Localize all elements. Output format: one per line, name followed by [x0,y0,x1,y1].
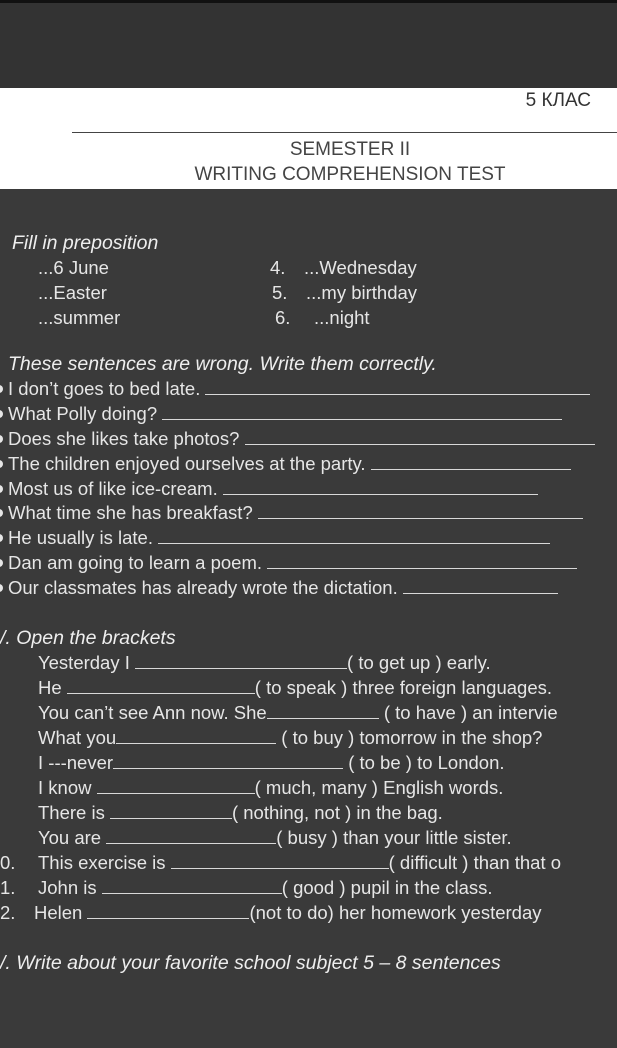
item-hint: (not to do) her homework yesterday [249,902,542,923]
answer-line[interactable] [97,778,255,794]
answer-line[interactable] [158,528,550,544]
class-label: 5 КЛАС [525,90,591,111]
sentence-row [8,552,577,574]
answer-line[interactable] [116,728,276,744]
list-item: ...Wednesday [304,257,417,278]
bracket-item [38,702,558,724]
list-item: ...6 June [38,257,109,278]
sentence-text: I don’t goes to bed late. [8,378,201,399]
sentence-row [8,527,550,549]
sentence-text: Does she likes take photos? [8,428,240,449]
item-number: 2. [0,902,16,923]
answer-line[interactable] [162,404,562,420]
list-number: 4. [270,257,286,278]
item-prompt: I ---never [38,752,114,773]
section1-title: Fill in preposition [12,232,159,254]
bullet-icon [0,584,3,592]
sentence-row [8,478,538,500]
item-prompt: John is [38,877,97,898]
item-hint: ( to buy ) tomorrow in the shop? [281,727,543,748]
item-prompt: What you [38,727,117,748]
bracket-item [38,827,512,849]
sentence-text: Our classmates has already wrote the dictation. [8,577,398,598]
answer-line[interactable] [110,803,232,819]
sentence-text: Most us of like ice-cream. [8,478,218,499]
sentence-text: What Polly doing? [8,403,158,424]
answer-line[interactable] [113,753,343,769]
answer-line[interactable] [102,878,282,894]
bracket-item [38,752,505,774]
list-item: ...my birthday [306,282,418,303]
bracket-item [38,852,561,874]
answer-line[interactable] [87,903,249,919]
item-hint: ( difficult ) than that o [388,852,562,873]
bracket-item [38,877,493,899]
bracket-item [38,777,503,799]
bullet-icon [0,410,3,418]
answer-line[interactable] [267,703,379,719]
answer-line[interactable] [106,828,276,844]
semester-title: SEMESTER II [289,139,411,160]
sentence-row [8,428,595,450]
bullet-icon [0,485,3,493]
bullet-icon [0,509,3,517]
item-hint: ( to be ) to London. [348,752,505,773]
answer-line[interactable] [223,479,538,495]
answer-line[interactable] [403,578,558,594]
bracket-item [38,727,542,749]
item-prompt: Yesterday I [38,652,130,673]
answer-line[interactable] [258,503,583,519]
list-item: ...Easter [38,282,107,303]
item-hint: ( busy ) than your little sister. [276,827,512,848]
item-hint: ( to speak ) three foreign languages. [254,677,553,698]
sentence-row [8,502,583,524]
item-prompt: I know [38,777,92,798]
bracket-item [38,652,491,674]
item-hint: ( good ) pupil in the class. [281,877,493,898]
answer-line[interactable] [67,678,255,694]
test-title: WRITING COMPREHENSION TEST [194,164,506,185]
answer-line[interactable] [135,653,347,669]
answer-line[interactable] [267,553,577,569]
item-hint: ( nothing, not ) in the bag. [231,802,443,823]
item-hint: ( much, many ) English words. [254,777,504,798]
sentence-text: Dan am going to learn a poem. [8,552,263,573]
answer-line[interactable] [371,454,571,470]
header-divider [72,132,617,133]
sentence-text: He usually is late. [8,527,153,548]
dark-top-bar [0,0,617,88]
bracket-item [38,677,552,699]
bracket-item [38,802,443,824]
item-prompt: You can’t see Ann now. She [38,702,267,723]
bracket-item [34,902,542,924]
answer-line[interactable] [205,379,590,395]
answer-line[interactable] [245,429,595,445]
sentence-row [8,403,562,425]
section4-title: /. Write about your favorite school subject 5 – 8 sentences [0,952,501,974]
bullet-icon [0,435,3,443]
item-hint: ( to have ) an intervie [383,702,558,723]
sentence-row [8,577,558,599]
section2-title: These sentences are wrong. Write them correctly. [8,353,437,375]
item-hint: ( to get up ) early. [347,652,491,673]
item-prompt: Helen [34,902,83,923]
bullet-icon [0,534,3,542]
item-number: 1. [0,877,16,898]
sentence-text: What time she has breakfast? [8,502,253,523]
sentence-text: The children enjoyed ourselves at the party. [8,453,366,474]
bullet-icon [0,385,3,393]
section3-title: /. Open the brackets [0,627,176,649]
item-number: 0. [0,852,16,873]
sentence-row [8,378,590,400]
bullet-icon [0,460,3,468]
list-number: 5. [272,282,288,303]
list-item: ...night [314,307,370,328]
item-prompt: There is [38,802,105,823]
item-prompt: This exercise is [38,852,166,873]
list-item: ...summer [38,307,121,328]
list-number: 6. [275,307,291,328]
answer-line[interactable] [171,853,389,869]
item-prompt: You are [38,827,102,848]
sentence-row [8,453,571,475]
test-header [0,88,617,189]
bullet-icon [0,559,3,567]
item-prompt: He [38,677,62,698]
